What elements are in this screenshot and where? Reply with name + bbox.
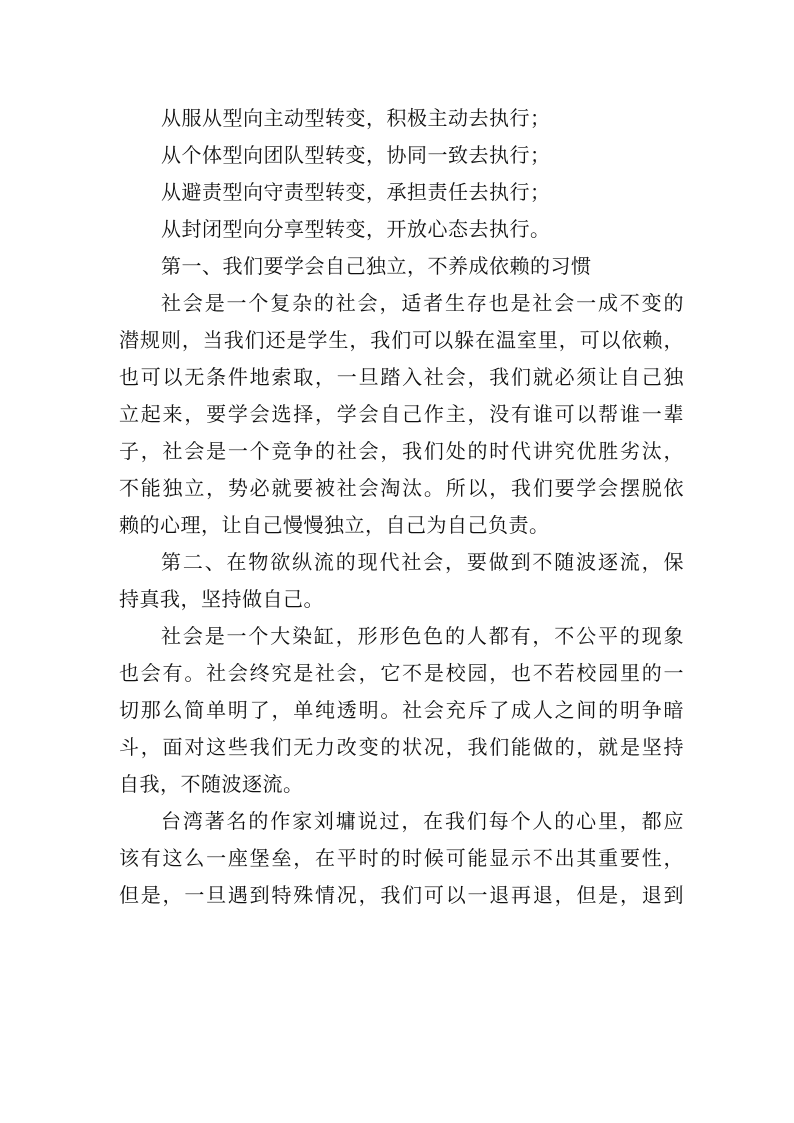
section-heading-first: 第一、我们要学会自己独立，不养成依赖的习惯	[161, 254, 592, 278]
section-heading-second: 持真我，坚持做自己。	[119, 587, 324, 611]
paragraph-independence-line: 子，社会是一个竞争的社会，我们处的时代讲究优胜劣汰，	[119, 439, 684, 463]
paragraph-society-line: 斗，面对这些我们无力改变的状况，我们能做的，就是坚持	[119, 735, 684, 759]
paragraph-independence-line: 潜规则，当我们还是学生，我们可以躲在温室里，可以依赖，	[119, 328, 684, 352]
text-line-shift-1: 从服从型向主动型转变，积极主动去执行；	[161, 106, 551, 130]
paragraph-quote-line: 台湾著名的作家刘墉说过，在我们每个人的心里，都应	[161, 809, 684, 833]
paragraph-society-line: 自我，不随波逐流。	[119, 772, 304, 796]
paragraph-independence-line: 立起来，要学会选择，学会自己作主，没有谁可以帮谁一辈	[119, 402, 684, 426]
paragraph-quote-line: 该有这么一座堡垒，在平时的时候可能显示不出其重要性，	[119, 846, 684, 870]
paragraph-independence-line: 社会是一个复杂的社会，适者生存也是社会一成不变的	[161, 291, 684, 315]
section-heading-second: 第二、在物欲纵流的现代社会，要做到不随波逐流，保	[161, 550, 684, 574]
paragraph-society-line: 切那么简单明了，单纯透明。社会充斥了成人之间的明争暗	[119, 698, 684, 722]
text-line-shift-4: 从封闭型向分享型转变，开放心态去执行。	[161, 217, 551, 241]
text-line-shift-2: 从个体型向团队型转变，协同一致去执行；	[161, 143, 551, 167]
paragraph-independence-line: 赖的心理，让自己慢慢独立，自己为自己负责。	[119, 513, 550, 537]
document-body	[119, 100, 684, 914]
paragraph-quote-line: 但是，一旦遇到特殊情况，我们可以一退再退，但是，退到	[119, 883, 684, 907]
paragraph-independence-line: 也可以无条件地索取，一旦踏入社会，我们就必须让自己独	[119, 365, 684, 389]
text-line-shift-3: 从避责型向守责型转变，承担责任去执行；	[161, 180, 551, 204]
paragraph-independence-line: 不能独立，势必就要被社会淘汰。所以，我们要学会摆脱依	[119, 476, 684, 500]
paragraph-society-line: 也会有。社会终究是社会，它不是校园，也不若校园里的一	[119, 661, 684, 685]
paragraph-society-line: 社会是一个大染缸，形形色色的人都有，不公平的现象	[161, 624, 684, 648]
